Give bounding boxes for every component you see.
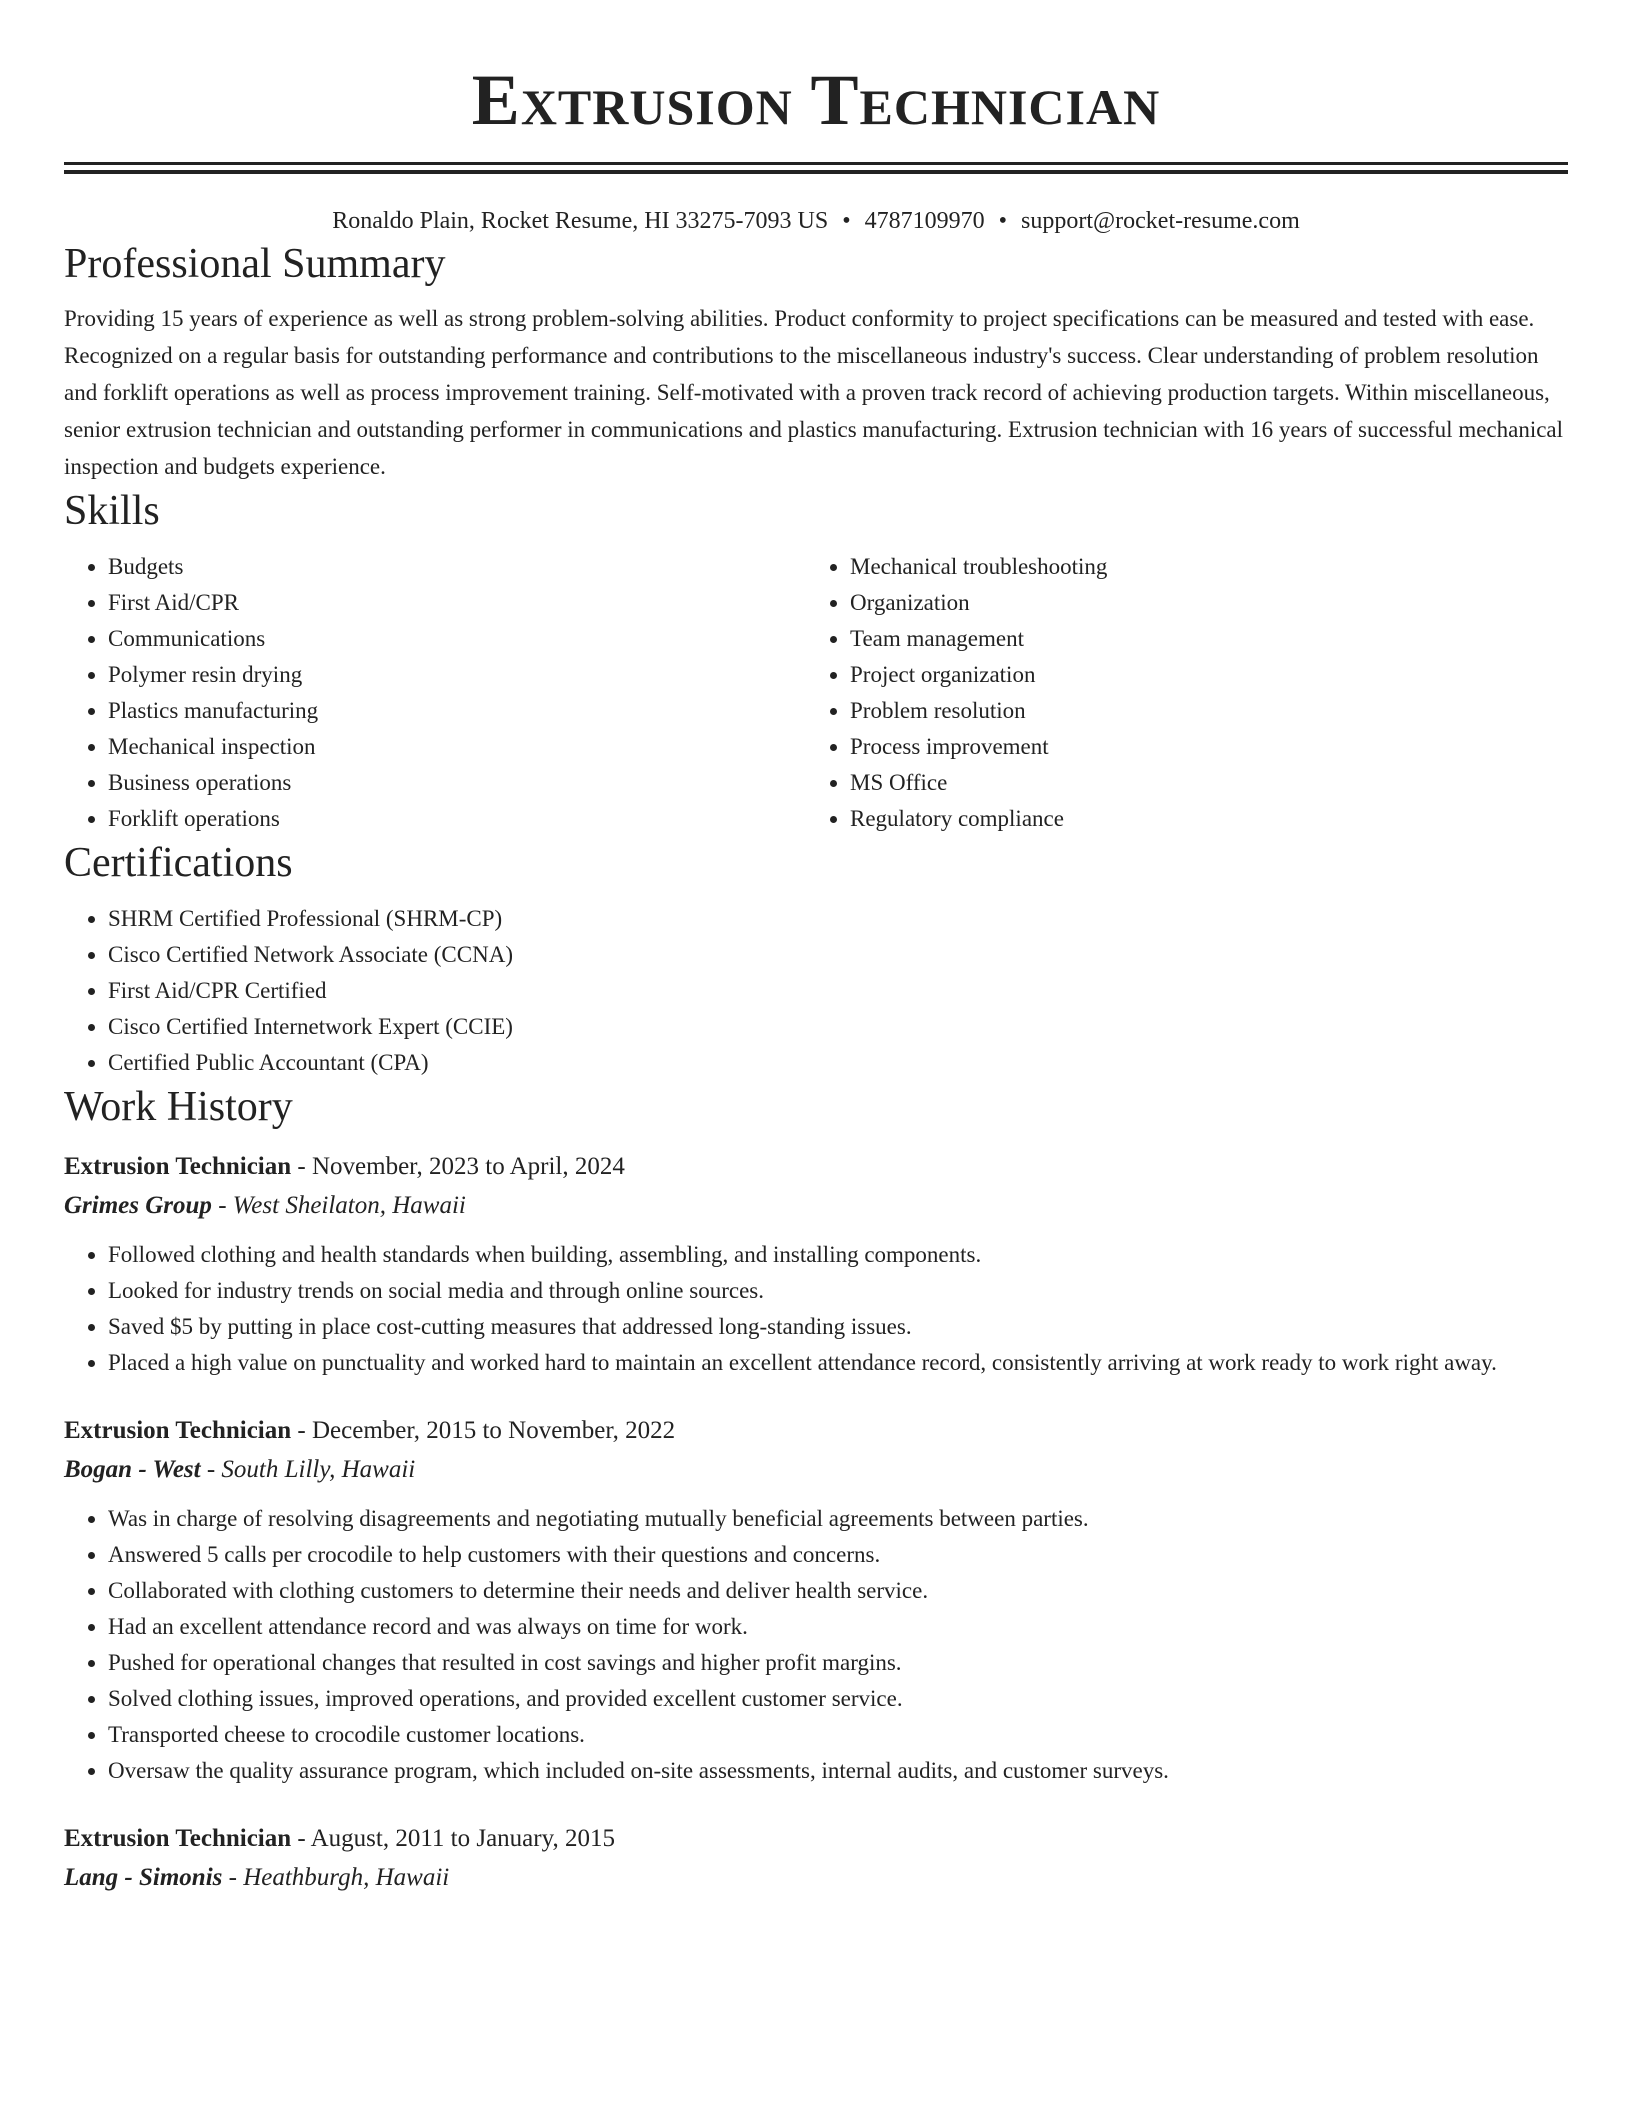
job-duties-list (64, 1501, 1568, 1789)
skill-item: • Mechanical inspection (108, 729, 806, 765)
contact-address: Ronaldo Plain, Rocket Resume, HI 33275-7093 US (332, 208, 829, 234)
skills-list (64, 549, 1568, 837)
title-divider-thick (64, 170, 1568, 174)
work-history-heading: Work History (64, 1084, 293, 1130)
job-duty-item: • Solved clothing issues, improved operations, and provided excellent customer service. (108, 1681, 1568, 1717)
contact-line (64, 204, 1568, 238)
certifications-list (64, 901, 1568, 1081)
job-title-line (64, 1147, 1568, 1187)
skill-item: • MS Office (850, 765, 1548, 801)
skills-column-right (806, 549, 1548, 837)
job-duty-item: • Was in charge of resolving disagreements and negotiating mutually beneficial agreements between parties. (108, 1501, 1568, 1537)
job-duties-list (64, 1237, 1568, 1381)
job-duty-item: • Oversaw the quality assurance program, which included on-site assessments, internal audits, and customer surveys. (108, 1753, 1568, 1789)
summary-text: Providing 15 years of experience as well as strong problem-solving abilities. Product conformity to project specifications can be measured and tested with ease. Recognized on a regular basis for outstanding performance and contributions to the miscellaneous industry's success. Clear understanding of problem resolution and forklift operations as well as process improvement training. Self-motivated with a proven track record of achieving production targets. Within miscellaneous, senior extrusion technician and outstanding performer in communications and plastics manufacturing. Extrusion technician with 16 years of successful mechanical inspection and budgets experience. (64, 306, 1564, 479)
title-divider-thin (64, 162, 1568, 165)
job-title: Extrusion Technician (64, 1153, 292, 1180)
certification-item: • Cisco Certified Network Associate (CCNA) (108, 937, 1568, 973)
skill-item: • Forklift operations (108, 801, 806, 837)
job-title: Extrusion Technician (64, 1825, 292, 1852)
job-location: - South Lilly, Hawaii (200, 1456, 416, 1483)
resume-title: Extrusion Technician (471, 60, 1161, 140)
job-company-line (64, 1859, 1568, 1897)
contact-email: support@rocket-resume.com (1021, 208, 1300, 234)
job-duty-item: • Collaborated with clothing customers to determine their needs and deliver health service. (108, 1573, 1568, 1609)
skill-item: • Mechanical troubleshooting (850, 549, 1548, 585)
contact-phone: 4787109970 (864, 208, 985, 234)
job-dates: - August, 2011 to January, 2015 (291, 1825, 615, 1852)
job-title-line (64, 1819, 1568, 1859)
skill-item: • Problem resolution (850, 693, 1548, 729)
summary-heading: Professional Summary (64, 241, 446, 287)
skill-item: • Budgets (108, 549, 806, 585)
job-entry (64, 1411, 1568, 1789)
certification-item: • Cisco Certified Internetwork Expert (CCIE) (108, 1009, 1568, 1045)
skill-item: • Team management (850, 621, 1548, 657)
job-title-line (64, 1411, 1568, 1451)
job-company-line (64, 1187, 1568, 1225)
job-duty-item: • Saved $5 by putting in place cost-cutting measures that addressed long-standing issues. (108, 1309, 1568, 1345)
job-company: Grimes Group (64, 1192, 212, 1219)
job-location: - Heathburgh, Hawaii (222, 1864, 450, 1891)
job-entry (64, 1147, 1568, 1381)
job-duty-item: • Looked for industry trends on social media and through online sources. (108, 1273, 1568, 1309)
job-dates: - November, 2023 to April, 2024 (291, 1153, 625, 1180)
job-duty-item: • Pushed for operational changes that resulted in cost savings and higher profit margins. (108, 1645, 1568, 1681)
job-duty-item: • Had an excellent attendance record and was always on time for work. (108, 1609, 1568, 1645)
certifications-heading: Certifications (64, 840, 293, 886)
contact-separator: • (842, 208, 851, 234)
skill-item: • Business operations (108, 765, 806, 801)
skill-item: • Process improvement (850, 729, 1548, 765)
job-entry (64, 1819, 1568, 1897)
skill-item: • Project organization (850, 657, 1548, 693)
skill-item: • Plastics manufacturing (108, 693, 806, 729)
skill-item: • Communications (108, 621, 806, 657)
skills-heading: Skills (64, 488, 160, 534)
skill-item: • First Aid/CPR (108, 585, 806, 621)
skill-item: • Regulatory compliance (850, 801, 1548, 837)
skill-item: • Polymer resin drying (108, 657, 806, 693)
certification-item: • Certified Public Accountant (CPA) (108, 1045, 1568, 1081)
certification-item: • First Aid/CPR Certified (108, 973, 1568, 1009)
job-company-line (64, 1451, 1568, 1489)
skill-item: • Organization (850, 585, 1548, 621)
certification-item: • SHRM Certified Professional (SHRM-CP) (108, 901, 1568, 937)
job-duty-item: • Followed clothing and health standards when building, assembling, and installing components. (108, 1237, 1568, 1273)
job-location: - West Sheilaton, Hawaii (211, 1192, 466, 1219)
contact-separator: • (998, 208, 1008, 234)
job-title: Extrusion Technician (64, 1417, 292, 1444)
job-company: Lang - Simonis (64, 1864, 223, 1891)
job-duty-item: • Answered 5 calls per crocodile to help customers with their questions and concerns. (108, 1537, 1568, 1573)
job-duty-item: • Transported cheese to crocodile customer locations. (108, 1717, 1568, 1753)
job-dates: - December, 2015 to November, 2022 (291, 1417, 676, 1444)
job-duty-item: • Placed a high value on punctuality and worked hard to maintain an excellent attendance record, consistently arriving at work ready to work right away. (108, 1345, 1568, 1381)
job-company: Bogan - West (64, 1456, 201, 1483)
skills-column-left (64, 549, 806, 837)
